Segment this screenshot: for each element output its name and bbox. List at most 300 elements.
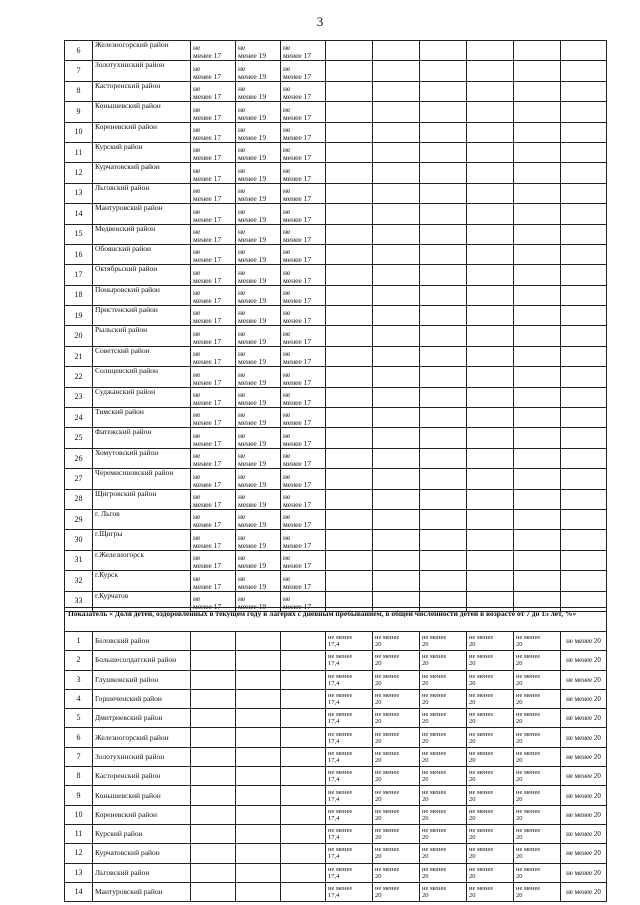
empty-cell bbox=[326, 550, 373, 570]
value-cell bbox=[191, 41, 236, 61]
value-line: не менее bbox=[469, 885, 494, 892]
value-cell bbox=[191, 244, 236, 264]
value-line: 20 bbox=[516, 737, 523, 745]
empty-cell bbox=[373, 489, 420, 509]
empty-cell bbox=[236, 805, 281, 824]
value-line: не bbox=[283, 390, 291, 400]
value-line: менее 19 bbox=[238, 132, 267, 142]
value-cell bbox=[514, 670, 561, 689]
value-cell bbox=[191, 408, 236, 428]
value-cell bbox=[420, 767, 467, 786]
value-cell bbox=[236, 469, 281, 489]
value-cell: не менее 20 bbox=[561, 747, 607, 766]
value-line: не bbox=[283, 410, 291, 420]
value-cell bbox=[420, 689, 467, 708]
empty-cell bbox=[514, 81, 561, 101]
value-line: не менее bbox=[328, 788, 353, 796]
value-cell bbox=[191, 469, 236, 489]
value-cell bbox=[373, 786, 420, 805]
empty-cell bbox=[420, 489, 467, 509]
value-line: не менее bbox=[375, 692, 400, 700]
value-cell bbox=[281, 204, 326, 224]
value-cell bbox=[514, 689, 561, 708]
empty-cell bbox=[326, 306, 373, 326]
empty-cell bbox=[326, 41, 373, 61]
empty-cell bbox=[373, 326, 420, 346]
value-line: не менее bbox=[375, 634, 400, 642]
value-line: не менее bbox=[422, 692, 447, 700]
value-line: не менее bbox=[328, 846, 353, 854]
value-cell bbox=[467, 805, 514, 824]
empty-cell bbox=[514, 346, 561, 366]
value-line: не менее bbox=[469, 769, 494, 777]
empty-cell bbox=[467, 408, 514, 428]
value-cell bbox=[191, 183, 236, 203]
value-line: менее 17 bbox=[283, 234, 312, 244]
value-line: менее 17 bbox=[283, 459, 312, 469]
value-line: не менее bbox=[516, 653, 541, 661]
empty-cell bbox=[373, 102, 420, 122]
value-cell bbox=[514, 632, 561, 651]
value-line: 20 bbox=[422, 776, 429, 784]
empty-cell bbox=[326, 367, 373, 387]
value-line: не bbox=[283, 104, 291, 114]
empty-cell bbox=[420, 102, 467, 122]
value-line: 20 bbox=[516, 834, 523, 842]
value-cell bbox=[236, 387, 281, 407]
value-line: не менее bbox=[375, 846, 400, 854]
value-line: менее 19 bbox=[238, 561, 267, 571]
value-line: не bbox=[238, 308, 246, 318]
value-cell bbox=[373, 728, 420, 747]
value-cell bbox=[373, 670, 420, 689]
value-line: не менее bbox=[422, 807, 447, 815]
section-heading: Показатель « Доля детей, оздоровленных в текущем году в лагерях с дневным пребыванием, в общей численности детей в возрасте от 7 до 15 лет, %» bbox=[65, 608, 607, 632]
empty-cell bbox=[236, 689, 281, 708]
value-line: не менее bbox=[422, 769, 447, 777]
value-cell bbox=[514, 844, 561, 863]
empty-cell bbox=[373, 163, 420, 183]
empty-cell bbox=[326, 448, 373, 468]
value-line: 20 bbox=[375, 737, 382, 745]
empty-cell bbox=[373, 408, 420, 428]
empty-cell bbox=[467, 509, 514, 529]
empty-cell bbox=[514, 142, 561, 162]
value-cell bbox=[281, 387, 326, 407]
value-cell bbox=[326, 670, 373, 689]
value-cell bbox=[467, 824, 514, 843]
value-line: менее 19 bbox=[238, 398, 267, 408]
empty-cell bbox=[561, 285, 607, 305]
value-line: 20 bbox=[516, 776, 523, 784]
value-line: не менее bbox=[328, 827, 353, 835]
value-line: 20 bbox=[516, 892, 523, 899]
empty-cell bbox=[561, 122, 607, 142]
empty-cell bbox=[467, 428, 514, 448]
value-line: не менее bbox=[516, 749, 541, 757]
value-cell: не менее 20 bbox=[561, 632, 607, 651]
empty-cell bbox=[420, 469, 467, 489]
value-line: 20 bbox=[422, 834, 429, 842]
value-cell: не менее 20 bbox=[561, 689, 607, 708]
empty-cell bbox=[561, 163, 607, 183]
table-row bbox=[65, 367, 607, 387]
empty-cell bbox=[373, 285, 420, 305]
empty-cell bbox=[373, 448, 420, 468]
empty-cell bbox=[467, 102, 514, 122]
value-line: менее 17 bbox=[283, 173, 312, 183]
empty-cell bbox=[514, 224, 561, 244]
empty-cell bbox=[420, 285, 467, 305]
table-row bbox=[65, 346, 607, 366]
table-row bbox=[65, 844, 607, 863]
empty-cell bbox=[420, 571, 467, 591]
empty-cell bbox=[467, 41, 514, 61]
value-line: менее 17 bbox=[283, 336, 312, 346]
value-line: 20 bbox=[469, 834, 476, 842]
value-line: не менее bbox=[516, 788, 541, 796]
empty-cell bbox=[191, 632, 236, 651]
value-cell bbox=[467, 767, 514, 786]
table-row bbox=[65, 41, 607, 61]
empty-cell bbox=[326, 163, 373, 183]
value-line: менее 19 bbox=[238, 377, 267, 387]
empty-cell bbox=[236, 863, 281, 882]
value-line: не bbox=[193, 104, 201, 114]
value-cell bbox=[236, 81, 281, 101]
value-cell bbox=[420, 709, 467, 728]
district-name: Щигровский район bbox=[93, 489, 191, 509]
empty-cell bbox=[373, 306, 420, 326]
district-name: Обоянский район bbox=[93, 244, 191, 264]
empty-cell bbox=[326, 489, 373, 509]
empty-cell bbox=[467, 142, 514, 162]
empty-cell bbox=[191, 882, 236, 901]
value-line: не менее bbox=[469, 827, 494, 835]
value-line: менее 17 bbox=[193, 173, 222, 183]
row-number: 7 bbox=[65, 747, 93, 766]
value-line: не менее bbox=[516, 807, 541, 815]
district-name: Поныровский район bbox=[93, 285, 191, 305]
value-line: не bbox=[238, 390, 246, 400]
empty-cell bbox=[326, 142, 373, 162]
district-name: Конышевский район bbox=[93, 102, 191, 122]
value-line: 20 bbox=[469, 892, 476, 899]
value-cell bbox=[236, 163, 281, 183]
empty-cell bbox=[467, 346, 514, 366]
value-line: менее 19 bbox=[238, 520, 267, 530]
value-line: 17,4 bbox=[328, 776, 340, 784]
empty-cell bbox=[281, 767, 326, 786]
value-line: не bbox=[283, 532, 291, 542]
row-number: 5 bbox=[65, 709, 93, 728]
page-number: 3 bbox=[316, 14, 324, 29]
value-line: менее 19 bbox=[238, 112, 267, 122]
value-line: не bbox=[238, 573, 246, 583]
value-line: 17,4 bbox=[328, 679, 340, 687]
empty-cell bbox=[373, 387, 420, 407]
empty-cell bbox=[514, 469, 561, 489]
district-name: Советский район bbox=[93, 346, 191, 366]
value-line: 20 bbox=[375, 641, 382, 649]
empty-cell bbox=[236, 786, 281, 805]
value-line: менее 17 bbox=[283, 255, 312, 265]
value-cell bbox=[420, 863, 467, 882]
value-line: менее 19 bbox=[238, 336, 267, 346]
value-cell bbox=[373, 844, 420, 863]
table-row bbox=[65, 183, 607, 203]
value-line: не bbox=[238, 247, 246, 257]
value-cell bbox=[514, 728, 561, 747]
value-line: не bbox=[238, 63, 246, 73]
value-line: 20 bbox=[469, 718, 476, 726]
district-name: Рыльский район bbox=[93, 326, 191, 346]
empty-cell bbox=[514, 408, 561, 428]
empty-cell bbox=[561, 326, 607, 346]
value-cell bbox=[281, 244, 326, 264]
empty-cell bbox=[514, 183, 561, 203]
empty-cell bbox=[514, 509, 561, 529]
district-name: Курчатовский район bbox=[93, 163, 191, 183]
value-line: менее 17 bbox=[283, 296, 312, 306]
value-line: 20 bbox=[516, 814, 523, 822]
value-line: не менее bbox=[375, 769, 400, 777]
value-line: менее 19 bbox=[238, 479, 267, 489]
value-line: не bbox=[193, 247, 201, 257]
value-line: не менее bbox=[422, 730, 447, 738]
value-line: не bbox=[193, 593, 201, 603]
value-cell bbox=[236, 204, 281, 224]
empty-cell bbox=[561, 469, 607, 489]
value-cell bbox=[326, 767, 373, 786]
value-cell bbox=[467, 670, 514, 689]
value-line: 20 bbox=[422, 795, 429, 803]
empty-cell bbox=[281, 632, 326, 651]
value-cell bbox=[236, 530, 281, 550]
table-row bbox=[65, 882, 607, 901]
value-cell bbox=[191, 61, 236, 81]
empty-cell bbox=[326, 571, 373, 591]
value-line: менее 19 bbox=[238, 71, 267, 81]
value-cell bbox=[281, 102, 326, 122]
value-cell bbox=[236, 571, 281, 591]
value-cell bbox=[191, 326, 236, 346]
value-line: не bbox=[238, 593, 246, 603]
value-cell bbox=[326, 863, 373, 882]
value-cell bbox=[467, 786, 514, 805]
value-line: не bbox=[193, 145, 201, 155]
empty-cell bbox=[281, 651, 326, 670]
value-line: не менее bbox=[469, 865, 494, 873]
value-line: 20 bbox=[516, 660, 523, 668]
value-line: не менее bbox=[375, 749, 400, 757]
value-cell bbox=[191, 571, 236, 591]
value-line: 17,4 bbox=[328, 814, 340, 822]
empty-cell bbox=[561, 448, 607, 468]
empty-cell bbox=[514, 265, 561, 285]
value-line: не bbox=[283, 593, 291, 603]
value-line: менее 19 bbox=[238, 581, 267, 591]
value-cell bbox=[191, 346, 236, 366]
empty-cell bbox=[467, 550, 514, 570]
value-line: не менее bbox=[328, 807, 353, 815]
district-name: Хомутовский район bbox=[93, 448, 191, 468]
value-cell bbox=[191, 489, 236, 509]
empty-cell bbox=[236, 670, 281, 689]
value-line: менее 17 bbox=[193, 479, 222, 489]
district-name: Суджанский район bbox=[93, 387, 191, 407]
value-line: не bbox=[193, 267, 201, 277]
row-number: 11 bbox=[65, 824, 93, 843]
value-line: менее 17 bbox=[193, 112, 222, 122]
district-name: Железногорский район bbox=[93, 728, 191, 747]
empty-cell bbox=[420, 306, 467, 326]
value-cell bbox=[191, 265, 236, 285]
empty-cell bbox=[373, 550, 420, 570]
value-cell bbox=[373, 767, 420, 786]
value-line: не менее bbox=[375, 827, 400, 835]
value-line: не bbox=[238, 410, 246, 420]
value-line: не bbox=[193, 573, 201, 583]
value-line: 20 bbox=[375, 795, 382, 803]
empty-cell bbox=[514, 61, 561, 81]
empty-cell bbox=[326, 530, 373, 550]
value-cell bbox=[191, 81, 236, 101]
value-line: не bbox=[283, 43, 291, 53]
value-cell bbox=[191, 204, 236, 224]
value-line: менее 17 bbox=[193, 275, 222, 285]
value-cell bbox=[514, 824, 561, 843]
value-cell: не менее 20 bbox=[561, 863, 607, 882]
value-line: менее 17 bbox=[193, 540, 222, 550]
table-row bbox=[65, 81, 607, 101]
value-line: менее 19 bbox=[238, 357, 267, 367]
value-line: менее 17 bbox=[283, 479, 312, 489]
empty-cell bbox=[514, 428, 561, 448]
empty-cell bbox=[514, 163, 561, 183]
district-name: г. Льгов bbox=[93, 509, 191, 529]
value-line: менее 19 bbox=[238, 214, 267, 224]
value-cell bbox=[420, 882, 467, 901]
district-name: г.Курск bbox=[93, 571, 191, 591]
table-row bbox=[65, 285, 607, 305]
empty-cell bbox=[373, 41, 420, 61]
empty-cell bbox=[373, 571, 420, 591]
value-line: 20 bbox=[422, 756, 429, 764]
value-cell bbox=[467, 863, 514, 882]
empty-cell bbox=[514, 326, 561, 346]
value-cell bbox=[236, 285, 281, 305]
value-line: не bbox=[238, 553, 246, 563]
value-line: 20 bbox=[469, 699, 476, 707]
empty-cell bbox=[467, 204, 514, 224]
district-name: Глушковский район bbox=[93, 670, 191, 689]
table-row bbox=[65, 244, 607, 264]
table-row bbox=[65, 670, 607, 689]
value-line: менее 19 bbox=[238, 92, 267, 102]
empty-cell bbox=[514, 367, 561, 387]
value-cell bbox=[281, 122, 326, 142]
value-line: не менее bbox=[375, 865, 400, 873]
empty-cell bbox=[326, 102, 373, 122]
value-line: не менее bbox=[516, 827, 541, 835]
value-line: 17,4 bbox=[328, 737, 340, 745]
table-row bbox=[65, 571, 607, 591]
value-line: не менее bbox=[422, 885, 447, 892]
value-line: 20 bbox=[422, 718, 429, 726]
value-cell bbox=[373, 651, 420, 670]
value-line: менее 19 bbox=[238, 296, 267, 306]
empty-cell bbox=[561, 428, 607, 448]
empty-cell bbox=[561, 571, 607, 591]
value-line: не bbox=[193, 553, 201, 563]
value-line: менее 17 bbox=[193, 561, 222, 571]
table-row bbox=[65, 408, 607, 428]
empty-cell bbox=[420, 326, 467, 346]
value-line: не bbox=[283, 288, 291, 298]
value-line: не bbox=[283, 430, 291, 440]
empty-cell bbox=[326, 428, 373, 448]
value-line: менее 19 bbox=[238, 153, 267, 163]
empty-cell bbox=[467, 61, 514, 81]
value-line: менее 17 bbox=[283, 398, 312, 408]
value-line: не менее bbox=[516, 634, 541, 642]
row-number: 29 bbox=[65, 509, 93, 529]
value-line: не менее bbox=[328, 692, 353, 700]
value-line: 20 bbox=[469, 872, 476, 880]
empty-cell bbox=[467, 489, 514, 509]
empty-cell bbox=[514, 204, 561, 224]
value-line: менее 19 bbox=[238, 601, 267, 611]
table-row bbox=[65, 709, 607, 728]
value-line: 20 bbox=[375, 699, 382, 707]
value-line: не менее bbox=[375, 807, 400, 815]
value-line: не менее bbox=[469, 653, 494, 661]
empty-cell bbox=[420, 204, 467, 224]
empty-cell bbox=[281, 689, 326, 708]
empty-cell bbox=[281, 728, 326, 747]
value-line: не менее bbox=[422, 749, 447, 757]
value-cell bbox=[236, 41, 281, 61]
value-line: 20 bbox=[422, 853, 429, 861]
value-line: 20 bbox=[516, 853, 523, 861]
value-line: менее 19 bbox=[238, 316, 267, 326]
value-cell bbox=[191, 550, 236, 570]
empty-cell bbox=[420, 142, 467, 162]
value-line: не менее bbox=[328, 672, 353, 680]
value-line: не bbox=[283, 369, 291, 379]
district-name: Черемисиновский район bbox=[93, 469, 191, 489]
empty-cell bbox=[467, 469, 514, 489]
empty-cell bbox=[191, 747, 236, 766]
row-number: 3 bbox=[65, 670, 93, 689]
empty-cell bbox=[281, 709, 326, 728]
value-cell bbox=[281, 571, 326, 591]
value-cell bbox=[191, 387, 236, 407]
value-line: менее 17 bbox=[193, 296, 222, 306]
empty-cell bbox=[373, 530, 420, 550]
value-line: не менее bbox=[328, 711, 353, 719]
value-line: не менее bbox=[328, 885, 353, 892]
value-line: 20 bbox=[375, 834, 382, 842]
empty-cell bbox=[514, 387, 561, 407]
value-cell bbox=[326, 728, 373, 747]
value-cell bbox=[281, 326, 326, 346]
value-line: менее 17 bbox=[193, 520, 222, 530]
district-name: Большесолдатский район bbox=[93, 651, 191, 670]
value-cell bbox=[281, 61, 326, 81]
empty-cell bbox=[326, 387, 373, 407]
